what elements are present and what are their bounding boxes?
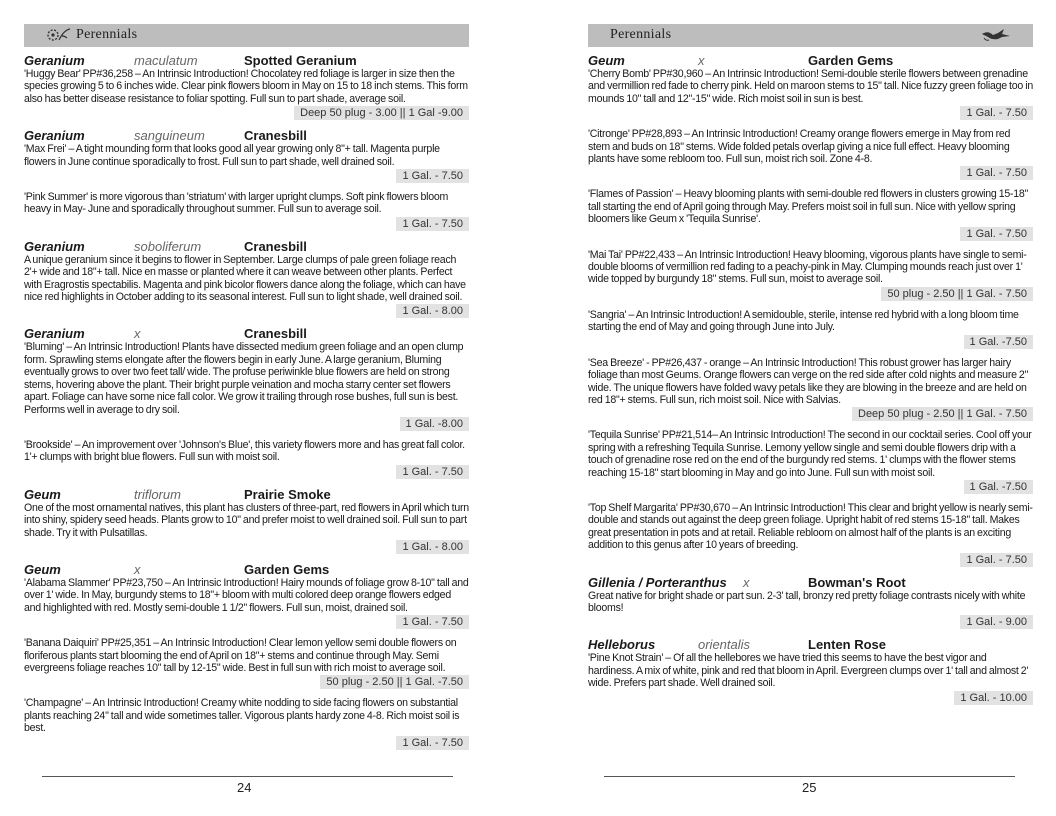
price-row xyxy=(24,217,469,231)
species-name: soboliferum xyxy=(134,238,202,254)
price-tag: 1 Gal. - 7.50 xyxy=(396,736,469,750)
plant-entry xyxy=(588,502,1033,567)
price-tag: 1 Gal. - 7.50 xyxy=(396,217,469,231)
species-name: maculatum xyxy=(134,53,198,68)
hummingbird-icon xyxy=(980,26,1012,44)
plant-description: 'Banana Daiquiri' PP#25,351 – An Intrinsic Introduction! Clear lemon yellow semi double flowers on floriferous plants start blooming the end of April on 18"+ stems and continue through May. Semi evergreens foliage reaches 10" tall by 12-15" wide. Best in full sun with rich moist to average soil. xyxy=(24,637,457,674)
price-tag: 1 Gal. - 10.00 xyxy=(954,691,1033,705)
plant-entry xyxy=(24,191,469,231)
price-tag: 1 Gal. -7.50 xyxy=(964,335,1033,349)
price-tag: 1 Gal. - 8.00 xyxy=(396,304,469,318)
species-name: orientalis xyxy=(698,637,751,653)
price-tag: Deep 50 plug - 2.50 || 1 Gal. - 7.50 xyxy=(852,407,1033,421)
plant-entry xyxy=(588,575,1033,630)
plant-entry xyxy=(588,429,1033,494)
plant-entry xyxy=(588,188,1033,240)
common-name: Garden Gems xyxy=(808,53,894,68)
plant-entry xyxy=(24,53,469,120)
footer-rule xyxy=(42,776,453,777)
plant-description: 'Top Shelf Margarita' PP#30,670 – An Intrinsic Introduction! This clear and bright yellow is nearly semi-double and stands out against the deep green foliage. Upright habit of red stems 15-18" tall. Makes great presentation in pots and at retail. Reliable rebloom on almost half of the plants is an exciting addition to this genus after 10 years of breeding. xyxy=(588,501,1033,552)
genus-name: Geranium xyxy=(24,326,85,342)
price-row xyxy=(24,417,469,431)
common-name: Cranesbill xyxy=(244,326,307,342)
genus-name: Geranium xyxy=(24,128,85,144)
price-tag: 1 Gal. - 7.50 xyxy=(396,465,469,479)
plant-entry xyxy=(588,128,1033,180)
plant-name-line xyxy=(588,575,1033,590)
genus-name: Geum xyxy=(588,53,625,68)
plant-name-line xyxy=(24,562,469,577)
section-title: Perennials xyxy=(610,27,672,42)
plant-name-line xyxy=(588,53,1033,68)
common-name: Cranesbill xyxy=(244,128,307,144)
price-row xyxy=(588,287,1033,301)
price-tag: 1 Gal. - 7.50 xyxy=(960,227,1033,241)
plant-description: 'Max Frei' – A tight mounding form that looks good all year growing only 8"+ tall. Magenta purple flowers in June continue sporadically to frost. Full sun to part shade, well drained soil. xyxy=(24,143,440,168)
price-row xyxy=(24,169,469,183)
genus-name: Geranium xyxy=(24,238,85,254)
genus-name: Geum xyxy=(24,486,61,502)
plant-description: A unique geranium since it begins to flower in September. Large clumps of pale green foliage reach 2'+ wide and 18"+ tall. Nice en masse or planted where it can weave between other plants. Perfect with Eragrostis spectabilis. Magenta and pink bicolor flowers dance along the foliage, which can have nice red highlights in October adding to its seasonal interest. Full sun to light shade, well drained soil. xyxy=(24,253,466,304)
species-name: triflorum xyxy=(134,486,181,502)
price-row xyxy=(588,615,1033,629)
price-tag: 50 plug - 2.50 || 1 Gal. - 7.50 xyxy=(881,287,1033,301)
price-tag: 1 Gal. - 7.50 xyxy=(960,166,1033,180)
plant-description: 'Bluming' – An Intrinsic Introduction! Plants have dissected medium green foliage and an open clump form. Sprawling stems elongate after the flowers begin in early June. A large geranium, Bluming eventually grows to over two feet tall/ wide. The profuse periwinkle blue flowers are held on strong stems, hovering above the plant. Their bright purple veination and mocha starry center set flowers apart. Foliage can have some nice fall color. We grow it trailing through rose bushes, full sun is best. Performs well in average to dry soil. xyxy=(24,341,464,416)
price-tag: 1 Gal. - 7.50 xyxy=(396,169,469,183)
price-row xyxy=(24,540,469,554)
price-tag: Deep 50 plug - 3.00 || 1 Gal -9.00 xyxy=(294,106,469,120)
plant-entry xyxy=(24,562,469,629)
common-name: Bowman's Root xyxy=(808,574,906,590)
price-tag: 1 Gal. - 7.50 xyxy=(396,615,469,629)
price-row xyxy=(24,615,469,629)
common-name: Spotted Geranium xyxy=(244,53,357,68)
plant-entry xyxy=(24,697,469,749)
right-page xyxy=(588,24,1033,713)
plant-entry xyxy=(24,128,469,183)
price-tag: 1 Gal. - 7.50 xyxy=(960,106,1033,120)
plant-name-line xyxy=(24,239,469,254)
species-name: x xyxy=(134,561,141,577)
entry-list xyxy=(588,53,1033,705)
page-number: 25 xyxy=(802,780,817,795)
plant-name-line xyxy=(24,128,469,143)
species-name: x xyxy=(698,53,705,68)
entry-list xyxy=(24,53,469,750)
price-row xyxy=(588,166,1033,180)
plant-description: 'Sea Breeze' - PP#26,437 - orange – An Intrinsic Introduction! This robust grower has larger hairy foliage than most Geums. Orange flowers can verge on the red side after cold nights and measure 2" wide. The unique flowers have folded wavy petals like they are blowing in the breeze and are held on red 18"+ stems. Full sun, rich moist soil. Nice with Salvias. xyxy=(588,356,1029,406)
price-tag: 1 Gal. - 8.00 xyxy=(396,540,469,554)
plant-entry xyxy=(24,637,469,689)
price-row xyxy=(24,106,469,120)
price-row xyxy=(588,691,1033,705)
plant-description: 'Alabama Slammer' PP#23,750 – An Intrinsic Introduction! Hairy mounds of foliage grow 8-10" tall and over 1' wide. In May, burgundy stems to 18"+ bloom with multi colored deep orange flowers edged and highlighted with red. Mostly semi-double 1 1/2" flowers. Full sun, moist, drained soil. xyxy=(24,576,469,614)
price-row xyxy=(588,335,1033,349)
genus-name: Geranium xyxy=(24,53,85,68)
price-row xyxy=(24,736,469,750)
common-name: Garden Gems xyxy=(244,561,330,577)
plant-name-line xyxy=(24,487,469,502)
species-name: sanguineum xyxy=(134,128,205,144)
plant-description: 'Huggy Bear' PP#36,258 – An Intrinsic Introduction! Chocolatey red foliage is larger in size then the species growing 5 to 6 inches wide. Clear pink flowers bloom in May on 15 to 18 inch stems. This form also has better disease resistance to foliar spotting. Full sun to part shade, average soil. xyxy=(24,68,468,105)
price-tag: 1 Gal. - 9.00 xyxy=(960,615,1033,629)
plant-description: Great native for bright shade or part sun. 2-3' tall, bronzy red pretty foliage contrasts nicely with white blooms! xyxy=(588,589,1026,614)
flower-ornament-icon xyxy=(46,26,72,44)
left-page xyxy=(24,24,469,758)
plant-name-line xyxy=(588,637,1033,652)
price-row xyxy=(588,106,1033,120)
plant-entry xyxy=(588,53,1033,120)
price-tag: 1 Gal. -7.50 xyxy=(964,480,1033,494)
price-row xyxy=(24,304,469,318)
price-row xyxy=(24,465,469,479)
price-row xyxy=(588,407,1033,421)
plant-description: 'Pine Knot Strain' – Of all the hellebores we have tried this seems to have the best vigor and hardiness. A mix of white, pink and red that bloom in April. Evergreen clumps over 1' tall and almost 2' wide. Prefers part shade. Well drained soil. xyxy=(588,652,1029,690)
species-name: x xyxy=(134,326,141,342)
species-name: x xyxy=(743,574,750,590)
plant-description: 'Sangria' – An Intrinsic Introduction! A semidouble, sterile, intense red hybrid with a long bloom time starting the end of May and going through June into July. xyxy=(588,308,1019,334)
plant-entry xyxy=(588,357,1033,422)
plant-description: 'Champagne' – An Intrinsic Introduction! Creamy white nodding to side facing flowers on substantial plants reaching 24" tall and wide sometimes taller. Vigorous plants hardy zone 4-8. Rich moist soil is best. xyxy=(24,697,460,735)
common-name: Prairie Smoke xyxy=(244,486,331,502)
plant-entry xyxy=(24,239,469,319)
plant-entry xyxy=(24,439,469,479)
plant-description: 'Flames of Passion' – Heavy blooming plants with semi-double red flowers in clusters growing 15-18" tall starting the end of April going through May. Prefers moist soil in full sun. Nice with yellow spring bloomers like Geum x 'Tequila Sunrise'. xyxy=(588,188,1029,226)
price-row xyxy=(588,227,1033,241)
plant-entry xyxy=(588,249,1033,301)
genus-name: Helleborus xyxy=(588,637,656,653)
plant-description: 'Citronge' PP#28,893 – An Intrinsic Introduction! Creamy orange flowers emerge in May from red stem and buds on 18" stems. Wide folded petals overlap giving a nice full effect. Heavy blooming plants have some rebloom too. Full sun, moist rich soil. Zone 4-8. xyxy=(588,128,1011,166)
common-name: Lenten Rose xyxy=(808,637,887,653)
plant-description: 'Tequila Sunrise' PP#21,514– An Intrinsic Introduction! The second in our cocktail series. Cool off your spring with a refreshing Tequila Sunrise. Lemony yellow single and semi double flowers drip with a touch of grenadine rose red on the end of the burgundy red stems. 1' clumps with the flower stems reaching 15-18" start blooming in May and go into June. Full sun with moist soil. xyxy=(588,429,1032,479)
plant-description: 'Mai Tai' PP#22,433 – An Intrinsic Introduction! Heavy blooming, vigorous plants have single to semi-double blooms of vermillion red fading to a peachy-pink in May. Clumping mounds reach just over 1' wide topped by burgundy 18" stems. Full sun, moist to average soil. xyxy=(588,248,1027,286)
common-name: Cranesbill xyxy=(244,238,307,254)
plant-description: One of the most ornamental natives, this plant has clusters of three-part, red flowers in April which turn into shiny, spidery seed heads. Plants grow to 10" and prefer moist to well drained soil. Full sun to part shade. Try it with Pulsatillas. xyxy=(24,501,469,539)
footer-rule xyxy=(604,776,1015,777)
plant-name-line xyxy=(24,53,469,68)
genus-name: Geum xyxy=(24,561,61,577)
price-row xyxy=(588,553,1033,567)
price-tag: 50 plug - 2.50 || 1 Gal. -7.50 xyxy=(320,675,469,689)
price-tag: 1 Gal. -8.00 xyxy=(400,417,469,431)
plant-description: 'Brookside' – An improvement over 'Johnson's Blue', this variety flowers more and has great fall color. 1'+ clumps with bright blue flowers. Full sun with moist soil. xyxy=(24,438,465,464)
price-row xyxy=(24,675,469,689)
genus-name: Gillenia / Porteranthus xyxy=(588,574,727,590)
plant-entry xyxy=(588,637,1033,704)
price-row xyxy=(588,480,1033,494)
section-title: Perennials xyxy=(76,27,138,42)
price-tag: 1 Gal. - 7.50 xyxy=(960,553,1033,567)
plant-description: 'Cherry Bomb' PP#30,960 – An Intrinsic Introduction! Semi-double sterile flowers between grenadine and vermillion red fade to cherry pink. Held on maroon stems to 15" tall. Nice fuzzy green foliage too in mounds 10" tall and 12"-15" wide. Rich moist soil in sun is best. xyxy=(588,68,1033,105)
plant-entry xyxy=(588,309,1033,349)
plant-entry xyxy=(24,326,469,430)
page-header xyxy=(24,24,469,47)
plant-name-line xyxy=(24,326,469,341)
plant-description: 'Pink Summer' is more vigorous than 'striatum' with larger upright clumps. Soft pink flowers bloom heavy in May- June and sporadically throughout summer. Full sun to average soil. xyxy=(24,191,449,216)
plant-entry xyxy=(24,487,469,554)
page-header xyxy=(588,24,1033,47)
page-number: 24 xyxy=(237,780,252,795)
